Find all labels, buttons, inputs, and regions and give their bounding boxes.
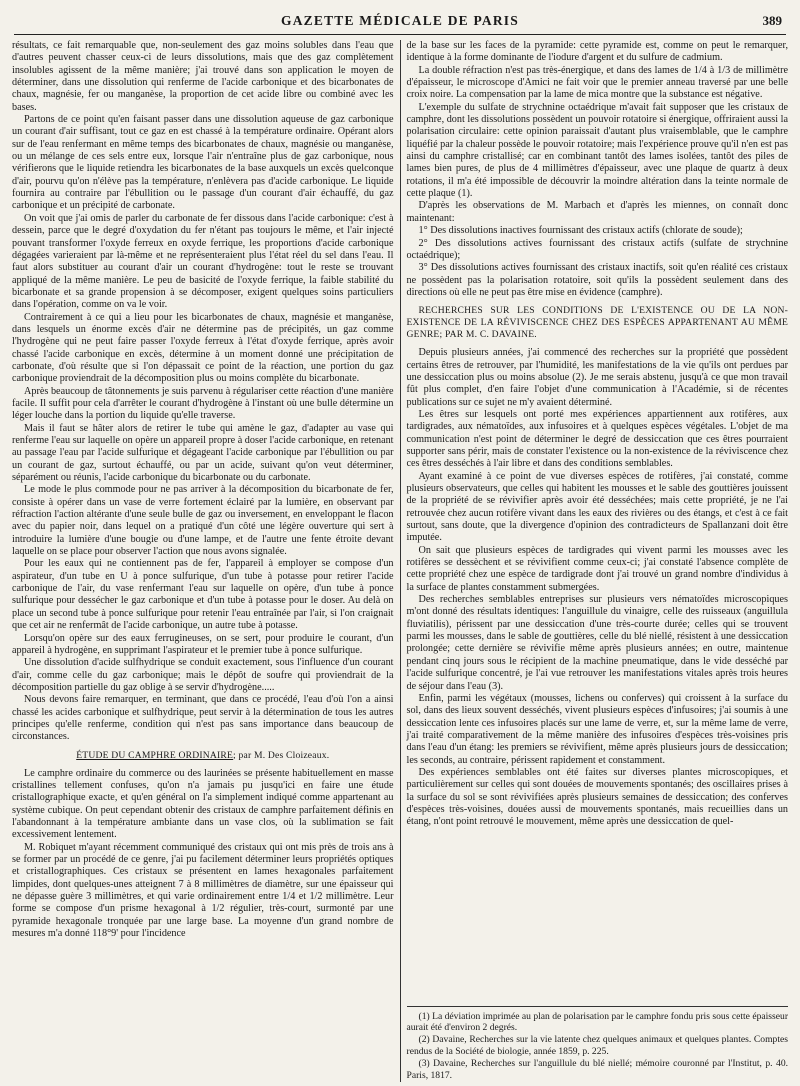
paragraph: Des recherches semblables entreprises sur plusieurs vers nématoïdes microscopiques m'ont donné des résultats identiques: l'anguillule du vinaigre, celle des ruisseaux (anguillula fluviatilis), périssent par une dessiccation d'une très-courte durée; celles qui se trouvent parmi les mousses, dans le sable de gouttières, celle du blé niellé, résistent à une dessiccation prolongée; cette dernière se révivifie même après plusieurs années; en outre, maintenue pendant cinq jours sous le récipient de la machine pneumatique, dans le vide desséché par l'acide sulfurique concentré, je l'ai vue retrouver les manifestations vitales après trois heures de séjour dans l'eau (3). (406, 594, 789, 692)
footnote: (2) Davaine, Recherches sur la vie latente chez quelques animaux et quelques plantes. Comptes rendus de la Société de biologie, année 1859, p. 225. (406, 1034, 789, 1057)
journal-title: GAZETTE MÉDICALE DE PARIS (281, 13, 519, 28)
footnote: (1) La déviation imprimée au plan de polarisation par le camphre fondu pris sous cette épaisseur aurait été d'environ 2 degrés. (406, 1010, 789, 1033)
paragraph: Enfin, parmi les végétaux (mousses, lichens ou conferves) qui croissent à la surface du sol, dans des lieux souvent desséchés, vivent plusieurs espèces d'infusoires; j'ai soumis à une dessiccation lente ces infusoires placés sur une lame de verre, et, sur la même lame de verre, j'ai traité comparativement de la même manière des infusoires d'espèces très-voisines pris dans l'eau d'un étang: les premiers se révivifient, même après plusieurs jours de dessiccation; les seconds, au contraire, périssent rapidement et constamment. (406, 692, 789, 766)
paragraph: Ayant examiné à ce point de vue diverses espèces de rotifères, j'ai constaté, comme plusieurs observateurs, que celles qui habitent les mousses et le sable des gouttières jouissent de la propriété de se révivifier après avoir été desséchées; mais cette propriété, je ne l'ai retrouvée chez aucun rotifère vivant dans les eaux des rivières ou des étangs, et c'est à ce fait surtout, sans doute, que la divergence d'opinion des contradicteurs de Spallanzani doit être imputée. (406, 470, 789, 544)
right-column (401, 40, 789, 1082)
list-item: 3° Des dissolutions actives fournissant des cristaux inactifs, soit qu'en réalité ces cristaux ne possèdent pas la polarisation rotatoire, soit qu'ils la possèdent seulement dans des directions où elle ne peut pas être mise en évidence (camphre). (406, 262, 789, 298)
left-column (12, 40, 400, 1082)
paragraph: Une dissolution d'acide sulfhydrique se conduit exactement, sous l'influence d'un courant d'air, comme celle du gaz carbonique; mais le dépôt de soufre qui proviendrait de la décomposition partielle du gaz oblige à se servir d'hydrogène..... (12, 657, 394, 693)
paragraph: Le camphre ordinaire du commerce ou des laurinées se présente habituellement en masse cristallines tellement confuses, qu'on n'a jamais pu jusqu'ici en faire une étude cristallographique exacte, et qu'en général on l'a simplement indiqué comme appartenant au système cubique. On peut cependant obtenir des cristaux de camphre parfaitement définis en l'abandonnant à la température ambiante dans un vase clos, où la sublimation se fait excessivement lentement. (12, 767, 394, 841)
paragraph: La double réfraction n'est pas très-énergique, et dans des lames de 1/4 à 1/3 de millimètre d'épaisseur, le microscope d'Amici ne fait voir que le premier anneau traversé par une belle croix noire. La compensation par la lame de mica montre que la substance est négative. (406, 64, 789, 101)
article-heading-camphre (12, 750, 394, 762)
article-title: ÉTUDE DU CAMPHRE ORDINAIRE (76, 749, 234, 761)
paragraph: D'après les observations de M. Marbach et d'après les miennes, on connaît donc maintenant: (406, 200, 789, 224)
paragraph: Nous devons faire remarquer, en terminant, que dans ce procédé, l'eau d'où l'on a ainsi chassé les acides carbonique et sulfhydrique, peut servir à la détermination de tous les autres principes qu'elle renferme, condition qui n'est pas sans importance dans beaucoup de circonstances. (12, 694, 394, 743)
paragraph: On sait que plusieurs espèces de tardigrades qui vivent parmi les mousses avec les rotifères se dessèchent et se révivifient comme ceux-ci; j'ai constaté l'absence complète de cette propriété chez une espèce de tardigrade dont j'ai trouvé un grand nombre d'individus à la surface de plantes constamment submergées. (406, 544, 789, 593)
paragraph: On voit que j'ai omis de parler du carbonate de fer dissous dans l'acide carbonique: c'est à dessein, parce que le degré d'oxydation du fer n'étant pas toujours le même, et l'air injecté pouvant transformer l'oxyde ferreux en oxyde ferrique, les proportions d'acide carbonique dégagées varieraient par là-même et ne représenteraient plus l'état réel du sel dans l'eau. Il faut alors substituer au courant d'air un courant d'hydrogène: tout le reste se trouvant appliqué de la même manière. Le peu de basicité de l'oxyde ferrique, la faible stabilité du bicarbonate et sa grande propension à se décomposer, exigent quelques soins particuliers dans l'opération, comme on va le voir. (12, 212, 394, 311)
paragraph: Lorsqu'on opère sur des eaux ferrugineuses, on se sert, pour produire le courant, d'un appareil à hydrogène, en supprimant l'aspirateur et le premier tube à ponce sulfurique. (12, 632, 394, 656)
article-author: ; par M. Des Cloizeaux. (233, 749, 330, 761)
paragraph: Des expériences semblables ont été faites sur diverses plantes microscopiques, et particulièrement sur celles qui sont douées de mouvements spontanés; des oscillaires prises à la surface du sol se sont révivifiées après plusieurs semaines de dessiccation; des conferves d'espèces très-voisines, douées aussi de mouvements spontanés, mais recueillies dans un étang, n'ont point retrouvé le mouvement, même après une dessiccation de quel- (406, 766, 789, 828)
paragraph: Pour les eaux qui ne contiennent pas de fer, l'appareil à employer se compose d'un aspirateur, d'un tube en U à ponce sulfurique, d'un tube à potasse pour retirer l'acide carbonique de l'air, du vase renfermant l'eau sur laquelle on opère, d'un tube à ponce sulfurique pour dessécher le gaz carbonique et d'un tube à potasse pour le doser. Au delà on place un second tube à ponce sulfurique pour retenir l'eau entraînée par l'air, si l'on craignait que cet air ne renfermât de l'acide carbonique, un autre tube à potasse. (12, 558, 394, 632)
paragraph: Contrairement à ce qui a lieu pour les bicarbonates de chaux, magnésie et manganèse, dans lesquels un énorme excès d'air ne détermine pas de précipités, un gaz comme l'hydrogène qui ne peut faire passer l'oxyde ferreux à l'état d'oxyde ferrique, après avoir chassé l'acide carbonique en excès, détermine à un moment donné une précipitation de carbonate, d'où résulte que si l'on dépassait ce point de la réaction, une portion du gaz carbonique proviendrait de la décomposition plus ou moins complète du bicarbonate. (12, 311, 394, 385)
footnote: (3) Davaine, Recherches sur l'anguillule du blé niellé; mémoire couronné par l'Institut, p. 40. Paris, 1817. (406, 1058, 789, 1081)
paragraph: M. Robiquet m'ayant récemment communiqué des cristaux qui ont mis près de trois ans à se former par un procédé de ce genre, j'ai pu facilement déterminer leurs propriétés optiques et cristallographiques. Ces cristaux se présentent en lames hexagonales parfaitement limpides, dont quelques-unes atteignent 7 à 8 millimètres de diamètre, sur une épaisseur qui ne dépasse guère 3 millimètres, et qui varie ordinairement entre 1/4 et 1/2 millimètre. Leur forme se compose d'un prisme hexagonal à 1/2 régulier, très-court, surmonté par une pyramide hexagonale tronquée par une large base. La moyenne d'un grand nombre de mesures m'a donné 118°9' pour l'incidence (12, 841, 394, 940)
page-number: 389 (762, 13, 782, 28)
paragraph: Mais il faut se hâter alors de retirer le tube qui amène le gaz, d'adapter au vase qui renferme l'eau sur laquelle on opère un appareil propre à doser l'acide carbonique, en retenant au passage l'eau par l'acide sulfurique et dégageant l'acide carbonique par l'ébullition ou par un courant de gaz, surtout échauffé, ou par un acide, suivant qu'on veut déterminer, séparément ou réunis, l'acide carbonique du bicarbonate ou du carbonate. (12, 422, 394, 484)
paragraph: Les êtres sur lesquels ont porté mes expériences appartiennent aux rotifères, aux tardigrades, aux nématoïdes, aux infusoires et à quelques espèces végétales. L'objet de ma communication n'est point de déterminer le degré de dessiccation que ces êtres pourraient supporter sans périr, mais de constater l'existence ou la non-existence de la réviviscence chez ces êtres desséchés à l'air libre et dans des conditions semblables. (406, 408, 789, 470)
page-header (14, 8, 786, 35)
list-item: 1° Des dissolutions inactives fournissant des cristaux actifs (chlorate de soude); (418, 225, 743, 237)
paragraph: Depuis plusieurs années, j'ai commencé des recherches sur la propriété que possèdent certains êtres de retrouver, par l'humidité, les manifestations de la vie qu'ils ont perdues par une dessiccation plus ou moins absolue (2). Je me serais abstenu, jusqu'à ce que mon travail fût plus complet, d'en faire l'objet d'une communication à l'Académie, si de récentes publications sur ce sujet ne m'y avaient déterminé. (406, 347, 789, 408)
paragraph: Le mode le plus commode pour ne pas arriver à la décomposition du bicarbonate de fer, consiste à opérer dans un vase de verre fortement éclairé par la lumière, en observant par réfraction l'action altérante d'une seule bulle de gaz ou inversement, en enveloppant le flacon avec du papier noir, dans lequel on a pratiqué d'un côté une légère ouverture qui sert à introduire la lumière d'une bougie ou d'une lampe, et de l'autre une fente étroite devant laquelle on se place pour observer l'action que nous avons signalée. (12, 484, 394, 558)
paragraph: Partons de ce point qu'en faisant passer dans une dissolution aqueuse de gaz carbonique un courant d'air suffisant, tout ce gaz en est chassé à la température ordinaire. Opérant alors sur de l'eau renfermant en même temps des bicarbonates de chaux, magnésie ou manganèse, ou un mélange de ces sels entre eux, lorsque l'air n'entraîne plus de gaz carbonique, nous vérifierons que le liquide retiendra les bicarbonates de la base auxquels un excès quelconque d'air, pourvu qu'on n'élève pas la température, n'enlèvera pas d'acide carbonique. Le liquide fournira au contraire par l'ébullition ou le passage d'un courant d'air échauffé, du gaz carbonique et un précipité de carbonate. (12, 114, 394, 212)
article-heading-reviviscence: RECHERCHES SUR LES CONDITIONS DE L'EXISTENCE OU DE LA NON-EXISTENCE DE LA RÉVIVISCENCE CHEZ DES ESPÈCES APPARTENANT AU MÊME GENRE; PAR M. C. DAVAINE. (406, 305, 789, 341)
paragraph: L'exemple du sulfate de strychnine octaédrique m'avait fait supposer que les cristaux de camphre, dont les dissolutions possèdent un pouvoir rotatoire si énergique, offriraient aussi la polarisation circulaire: cette opinion paraissait d'autant plus vraisemblable, que le camphre liquéfié par la chaleur possède le pouvoir rotatoire; mais l'expérience prouve qu'il n'en est pas ainsi du camphre cristallisé; car en combinant tantôt des lames isolées, tantôt des piles de lames bien pures, de plus de 4 millimètres d'épaisseur, avec une plaque de quartz à deux rotations, il m'a été impossible de découvrir la moindre altération dans la teinte normale de cette plaque (1). (406, 101, 789, 200)
text-columns (12, 40, 788, 1082)
paragraph: de la base sur les faces de la pyramide: cette pyramide est, comme on peut le remarquer, identique à la forme dominante de l'iodure d'argent et du sulfure de cadmium. (406, 40, 789, 64)
list-item: 2° Des dissolutions actives fournissant des cristaux actifs (sulfate de strychnine octaédrique); (406, 237, 789, 261)
paragraph: Après beaucoup de tâtonnements je suis parvenu à régulariser cette réaction d'une manière facile. Il suffit pour cela d'arrêter le courant d'hydrogène à l'instant où une bulle détermine un léger louche dans la portion du liquide qu'elle traverse. (12, 385, 394, 422)
footnotes (407, 1006, 789, 1082)
paragraph: résultats, ce fait remarquable que, non-seulement des gaz moins solubles dans l'eau que d'autres peuvent chasser ceux-ci de leurs dissolutions, mais que des gaz complètement insolubles agissent de la même manière; j'ai trouvé dans son application le moyen de déterminer, dans une dissolution qui renferme de l'acide carbonique et des bicarbonates de chaux, magnésie, fer ou manganèse, la proportion de cet acide libre ou combiné avec les bases. (12, 40, 394, 113)
